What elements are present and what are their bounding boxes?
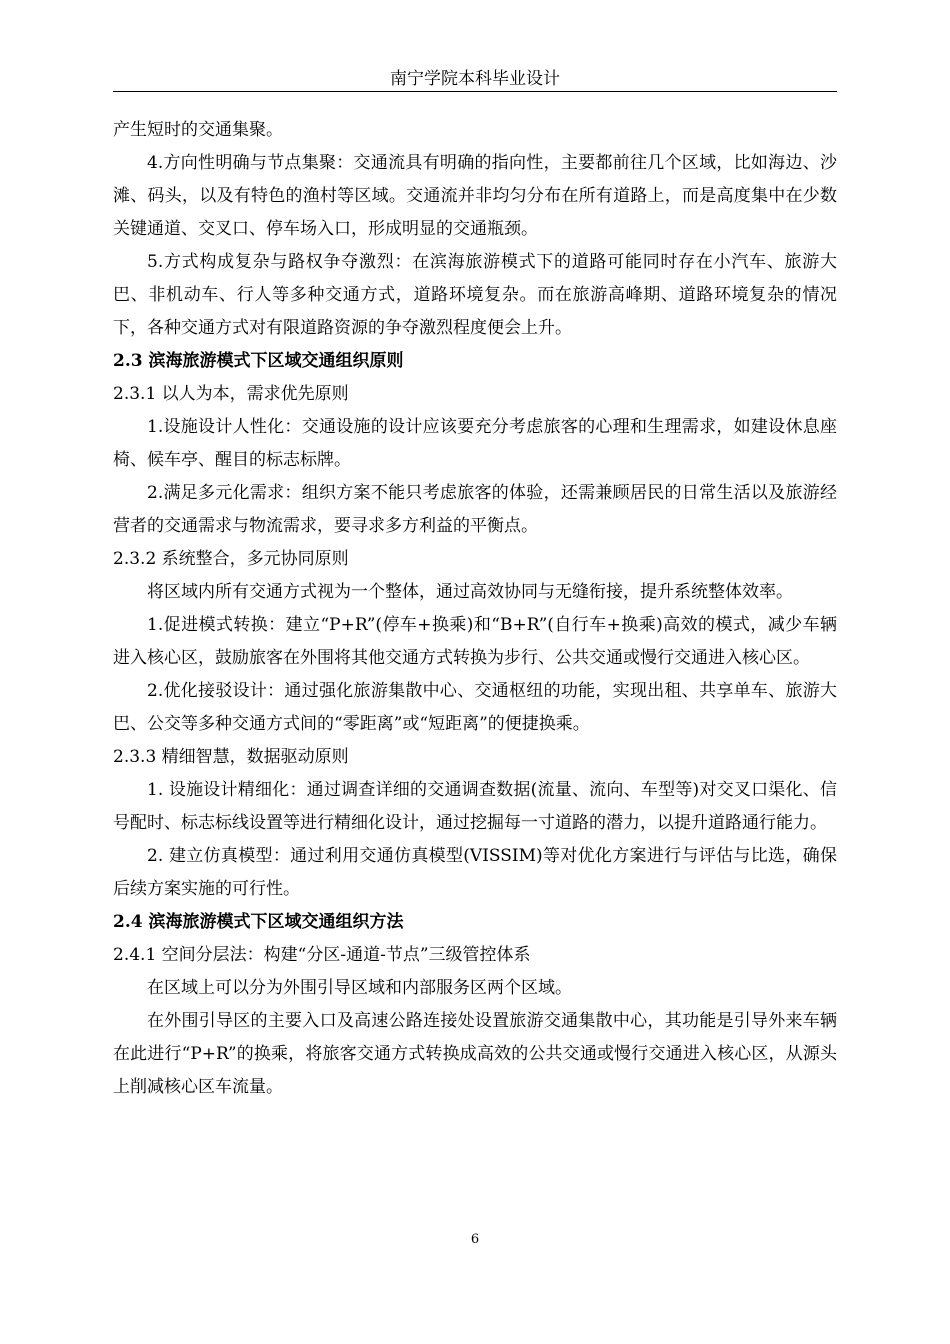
body-text	[113, 114, 837, 1104]
header-rule	[113, 91, 837, 92]
subsection-heading: 2.3.2 系统整合，多元协同原则	[113, 549, 349, 569]
subsection-heading: 2.3.1 以人为本，需求优先原则	[113, 384, 349, 404]
subsection-heading: 2.3.3 精细智慧，数据驱动原则	[113, 747, 349, 767]
paragraph: 1.设施设计人性化：交通设施的设计应该要充分考虑旅客的心理和生理需求，如建设休息座椅、候车亭、醒目的标志标牌。	[113, 417, 837, 470]
paragraph: 2.优化接驳设计：通过强化旅游集散中心、交通枢纽的功能，实现出租、共享单车、旅游大巴、公交等多种交通方式间的“零距离”或“短距离”的便捷换乘。	[113, 681, 837, 734]
paragraph: 1. 设施设计精细化：通过调查详细的交通调查数据(流量、流向、车型等)对交叉口渠化、信号配时、标志标线设置等进行精细化设计，通过挖掘每一寸道路的潜力，以提升道路通行能力。	[113, 780, 837, 833]
paragraph: 在区域上可以分为外围引导区域和内部服务区两个区域。	[147, 978, 572, 998]
paragraph: 2.满足多元化需求：组织方案不能只考虑旅客的体验，还需兼顾居民的日常生活以及旅游经营者的交通需求与物流需求，要寻求多方利益的平衡点。	[113, 483, 837, 536]
paragraph: 在外围引导区的主要入口及高速公路连接处设置旅游交通集散中心，其功能是引导外来车辆在此进行“P+R”的换乘，将旅客交通方式转换成高效的公共交通或慢行交通进入核心区，从源头上削减核心区车流量。	[113, 1011, 837, 1097]
section-heading: 2.3 滨海旅游模式下区域交通组织原则	[113, 351, 404, 371]
running-header: 南宁学院本科毕业设计	[390, 69, 560, 89]
page-number: 6	[470, 1232, 480, 1247]
subsection-heading: 2.4.1 空间分层法：构建“分区-通道-节点”三级管控体系	[113, 945, 531, 965]
section-heading: 2.4 滨海旅游模式下区域交通组织方法	[113, 912, 404, 932]
paragraph: 5.方式构成复杂与路权争夺激烈：在滨海旅游模式下的道路可能同时存在小汽车、旅游大巴、非机动车、行人等多种交通方式，道路环境复杂。而在旅游高峰期、道路环境复杂的情况下，各种交通方式对有限道路资源的争夺激烈程度便会上升。	[113, 252, 837, 338]
paragraph: 2. 建立仿真模型：通过利用交通仿真模型(VISSIM)等对优化方案进行与评估与比选，确保后续方案实施的可行性。	[113, 846, 837, 899]
paragraph: 4.方向性明确与节点集聚：交通流具有明确的指向性，主要都前往几个区域，比如海边、沙滩、码头，以及有特色的渔村等区域。交通流并非均匀分布在所有道路上，而是高度集中在少数关键通道、交叉口、停车场入口，形成明显的交通瓶颈。	[113, 153, 837, 239]
paragraph: 产生短时的交通集聚。	[113, 120, 283, 140]
paragraph: 将区域内所有交通方式视为一个整体，通过高效协同与无缝衔接，提升系统整体效率。	[147, 582, 793, 602]
paragraph: 1.促进模式转换：建立“P+R”(停车+换乘)和“B+R”(自行车+换乘)高效的模式，减少车辆进入核心区，鼓励旅客在外围将其他交通方式转换为步行、公共交通或慢行交通进入核心区。	[113, 615, 837, 668]
